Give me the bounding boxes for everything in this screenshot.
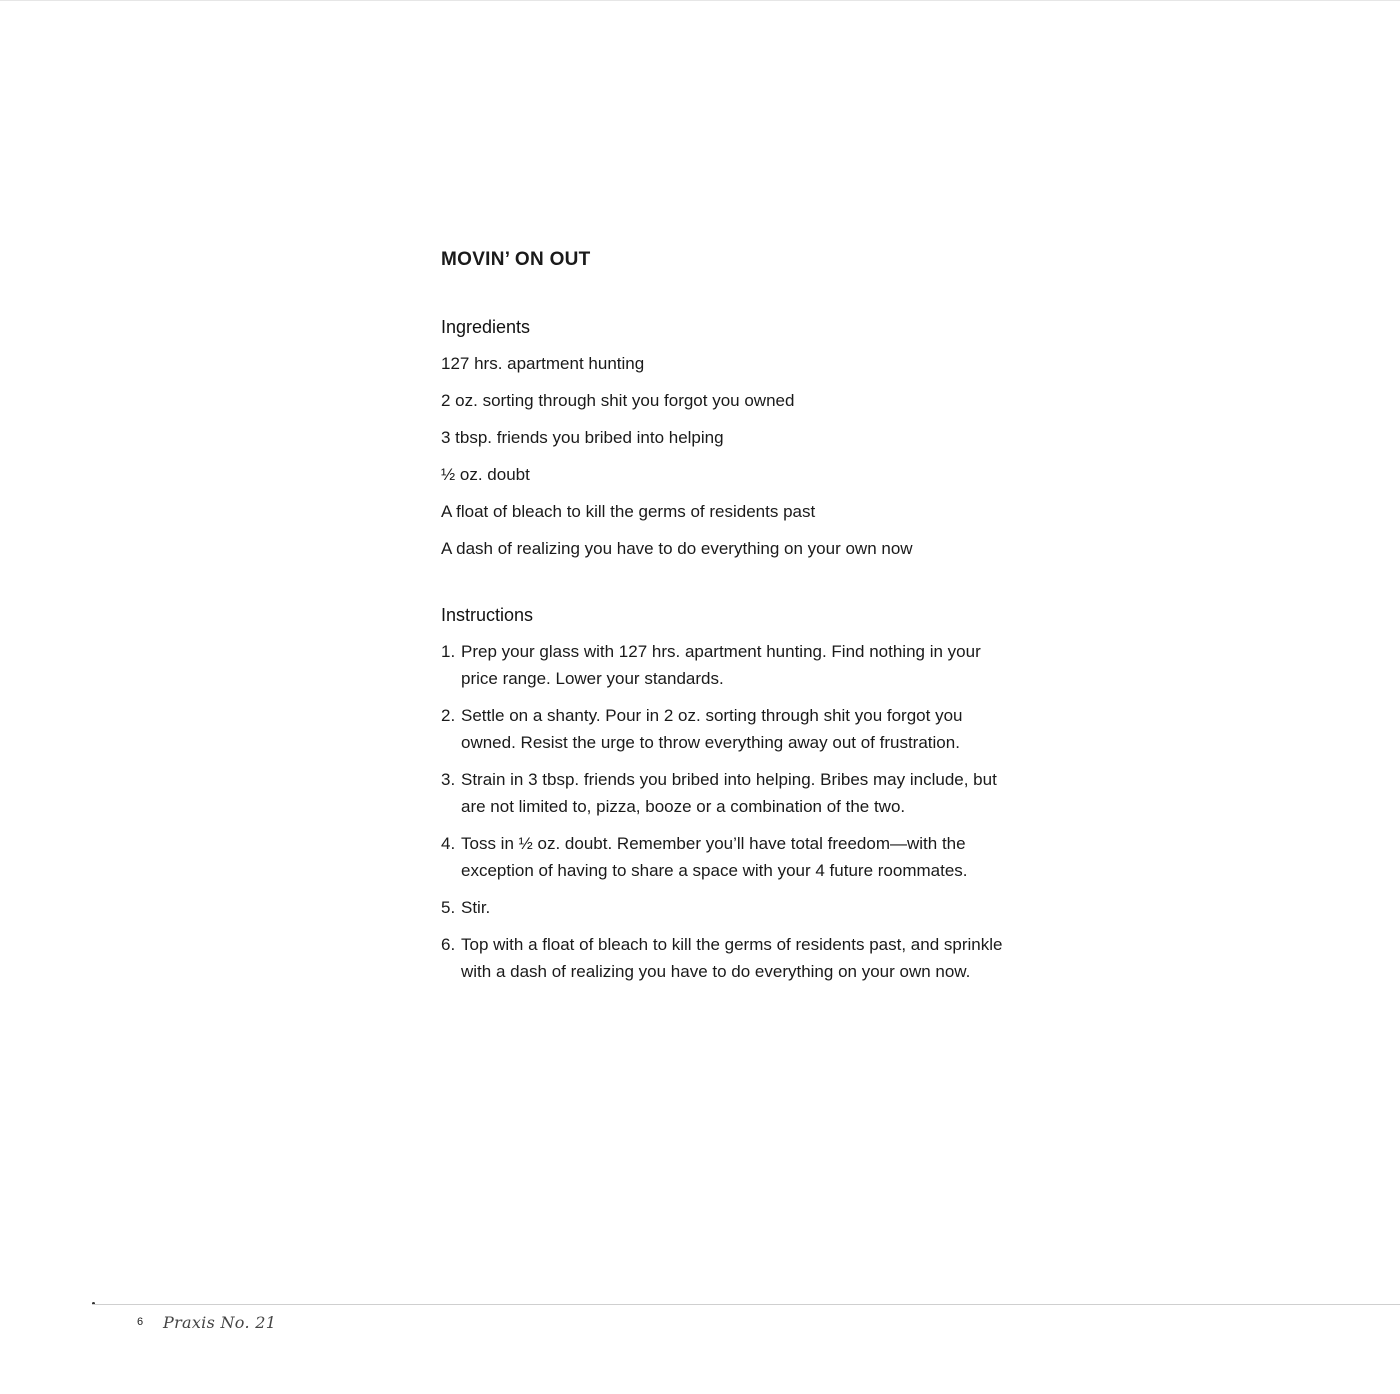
instruction-number: 6. (441, 935, 456, 954)
ingredient-item: A float of bleach to kill the germs of residents past (441, 502, 816, 521)
ingredient-item: 2 oz. sorting through shit you forgot you owned (441, 391, 795, 410)
ingredients-heading: Ingredients (441, 317, 531, 337)
ingredient-item: 3 tbsp. friends you bribed into helping (441, 428, 724, 447)
instruction-text: Prep your glass with 127 hrs. apartment hunting. Find nothing in your price range. Lower your standards. (461, 642, 981, 688)
recipe-title: MOVIN’ ON OUT (441, 249, 591, 270)
recipe-content (441, 246, 1061, 995)
footer-rule (92, 1304, 1400, 1305)
instruction-item (441, 894, 1061, 921)
ingredient-item: 127 hrs. apartment hunting (441, 354, 645, 373)
instruction-number: 3. (441, 770, 456, 789)
instruction-item (441, 702, 1061, 756)
ingredient-list (441, 350, 1061, 562)
instruction-item (441, 830, 1061, 884)
page-number: 6 (137, 1316, 144, 1328)
ingredient-item: A dash of realizing you have to do everything on your own now (441, 539, 913, 558)
instruction-list (441, 638, 1061, 985)
instruction-text: Stir. (461, 898, 491, 917)
instruction-item (441, 638, 1061, 692)
ingredient-item: ½ oz. doubt (441, 465, 530, 484)
instruction-number: 5. (441, 898, 456, 917)
top-rule (0, 0, 1400, 1)
instruction-item (441, 766, 1061, 820)
instruction-item (441, 931, 1061, 985)
instruction-text: Settle on a shanty. Pour in 2 oz. sorting through shit you forgot you owned. Resist the urge to throw everything away out of frustration. (461, 706, 963, 752)
instruction-text: Strain in 3 tbsp. friends you bribed into helping. Bribes may include, but are not limited to, pizza, booze or a combination of the two. (461, 770, 997, 816)
instruction-text: Top with a float of bleach to kill the germs of residents past, and sprinkle with a dash of realizing you have to do everything on your own now. (461, 935, 1003, 981)
instruction-number: 2. (441, 706, 456, 725)
instruction-number: 1. (441, 642, 456, 661)
instruction-number: 4. (441, 834, 456, 853)
instruction-text: Toss in ½ oz. doubt. Remember you’ll have total freedom—with the exception of having to share a space with your 4 future roommates. (461, 834, 968, 880)
instructions-heading: Instructions (441, 605, 534, 625)
publication-name: Praxis No. 21 (163, 1313, 277, 1332)
